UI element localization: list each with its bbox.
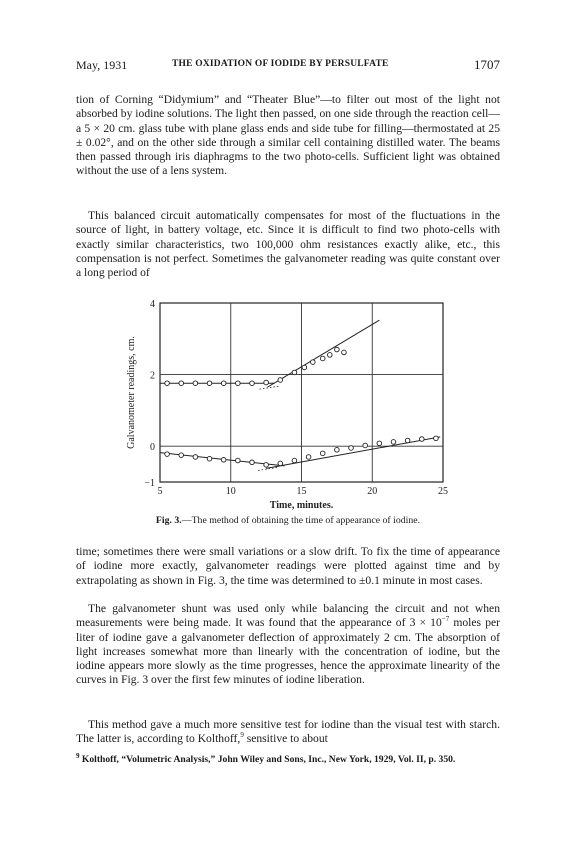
series-1-data-point bbox=[328, 353, 333, 358]
series-2-data-point bbox=[278, 461, 283, 466]
series-1-data-point bbox=[264, 380, 269, 385]
series-1-data-point bbox=[311, 360, 316, 365]
x-tick-label: 10 bbox=[225, 486, 236, 497]
paragraph-1: tion of Corning “Didymium” and “Theater Blue”—to filter out most of the light not absorbed by iodine solutions. The light then passed, on one side through the reaction cell—a 5 × 20 cm. glass tube with plane glass ends and side tube for filling—thermostated at 25 ± 0.02°, and on the other side through a similar cell containing distilled water. The beams then passed through iris diaphragms to the two photo-cells. Sufficient light was obtained without the use of a lens system. bbox=[76, 93, 500, 178]
x-tick-label: 15 bbox=[296, 486, 307, 497]
series-2-data-point bbox=[165, 452, 170, 457]
series-2-data-point bbox=[391, 440, 396, 445]
x-tick-label: 25 bbox=[438, 486, 448, 497]
figure-3-chart bbox=[118, 295, 468, 540]
series-1-data-point bbox=[193, 381, 198, 386]
series-1-data-point bbox=[236, 381, 241, 386]
series-2-data-point bbox=[335, 447, 340, 452]
paragraph-4-part-a: The galvanometer shunt was used only while balancing the circuit and not when measurements were being made. It was found that the appearance of 3 × 10 bbox=[76, 602, 500, 630]
series-1-data-point bbox=[165, 381, 170, 386]
series-2-data-point bbox=[434, 436, 439, 441]
paragraph-4-part-b: moles per liter of iodine gave a galvanometer deflection of approximately 2 cm. The absorption of light increases somewhat more than linearly with the concentration of iodine, but the iodine appears more slowly as the time progresses, hence the approximate linearity of the curves in Fig. 3 over the first few minutes of iodine liberation. bbox=[76, 616, 500, 687]
x-axis-label: Time, minutes. bbox=[269, 500, 334, 511]
series-2-data-point bbox=[405, 438, 410, 443]
footnote-reference: 9 bbox=[240, 731, 244, 740]
series-1-extrapolation bbox=[260, 386, 280, 389]
series-1-data-point bbox=[292, 370, 297, 375]
footnote-text: Kolthoff, “Volumetric Analysis,” John Wiley and Sons, Inc., New York, 1929, Vol. II, p. 350. bbox=[79, 754, 456, 765]
x-tick-label: 5 bbox=[157, 486, 163, 497]
series-1-data-point bbox=[342, 350, 347, 355]
caption-label: Fig. 3. bbox=[155, 515, 182, 526]
exponent: −7 bbox=[441, 615, 450, 624]
y-tick-label: −1 bbox=[144, 478, 155, 489]
running-header bbox=[76, 58, 500, 76]
series-2-fit-line bbox=[266, 437, 440, 469]
y-axis-label: Galvanometer readings, cm. bbox=[126, 336, 137, 449]
series-1-data-point bbox=[278, 378, 283, 383]
series-1-data-point bbox=[320, 356, 325, 361]
series-2-data-point bbox=[377, 441, 382, 446]
series-2-data-point bbox=[306, 455, 311, 460]
y-tick-label: 0 bbox=[150, 442, 155, 454]
page-number: 1707 bbox=[474, 57, 500, 72]
paragraph-4 bbox=[76, 602, 500, 688]
caption-text: —The method of obtaining the time of appearance of iodine. bbox=[181, 515, 421, 526]
y-tick-label: 4 bbox=[150, 299, 155, 310]
paragraph-5 bbox=[76, 718, 500, 747]
series-2-data-point bbox=[363, 443, 368, 448]
series-1-data-point bbox=[207, 381, 212, 386]
series-1-fit-line bbox=[268, 320, 380, 387]
paragraph-5-part-a: This method gave a much more sensitive test for iodine than the visual test with starch. The latter is, according to Kolthoff, bbox=[76, 718, 500, 746]
series-2-data-point bbox=[320, 451, 325, 456]
series-1-data-point bbox=[335, 347, 340, 352]
series-1-data-point bbox=[302, 365, 307, 370]
x-tick-label: 20 bbox=[367, 486, 378, 497]
series-1-data-point bbox=[221, 381, 226, 386]
series-1-data-point bbox=[250, 381, 255, 386]
y-tick-label: 2 bbox=[150, 370, 155, 382]
series-2-data-point bbox=[264, 463, 269, 468]
paragraph-2: This balanced circuit automatically compensates for most of the fluctuations in the source of light, in battery voltage, etc. Since it is difficult to find two photo-cells with exactly similar characteristics, two 100,000 ohm resistances exactly alike, etc., this compensation is not perfect. Sometimes the galvanometer reading was quite constant over a long period of bbox=[76, 209, 500, 280]
footnote-mark: 9 bbox=[76, 751, 80, 760]
series-2-data-point bbox=[179, 453, 184, 458]
series-2-data-point bbox=[236, 458, 241, 463]
series-2-data-point bbox=[193, 455, 198, 460]
series-2-data-point bbox=[207, 456, 212, 461]
paragraph-5-part-b: sensitive to about bbox=[243, 732, 328, 746]
paragraph-3: time; sometimes there were small variations or a slow drift. To fix the time of appearance of iodine more exactly, galvanometer readings were plotted against time and by extrapolating as shown in Fig. 3, the time was determined to ±0.1 minute in most cases. bbox=[76, 545, 500, 587]
series-2-data-point bbox=[349, 446, 354, 451]
header-title: THE OXIDATION OF IODIDE BY PERSULFATE bbox=[172, 59, 389, 69]
series-2-data-point bbox=[292, 458, 297, 463]
header-date: May, 1931 bbox=[76, 58, 128, 72]
series-2-data-point bbox=[221, 458, 226, 463]
series-2-data-point bbox=[419, 437, 424, 442]
footnote bbox=[76, 751, 500, 767]
figure-caption bbox=[76, 515, 500, 526]
series-2-data-point bbox=[250, 460, 255, 465]
series-1-data-point bbox=[179, 381, 184, 386]
